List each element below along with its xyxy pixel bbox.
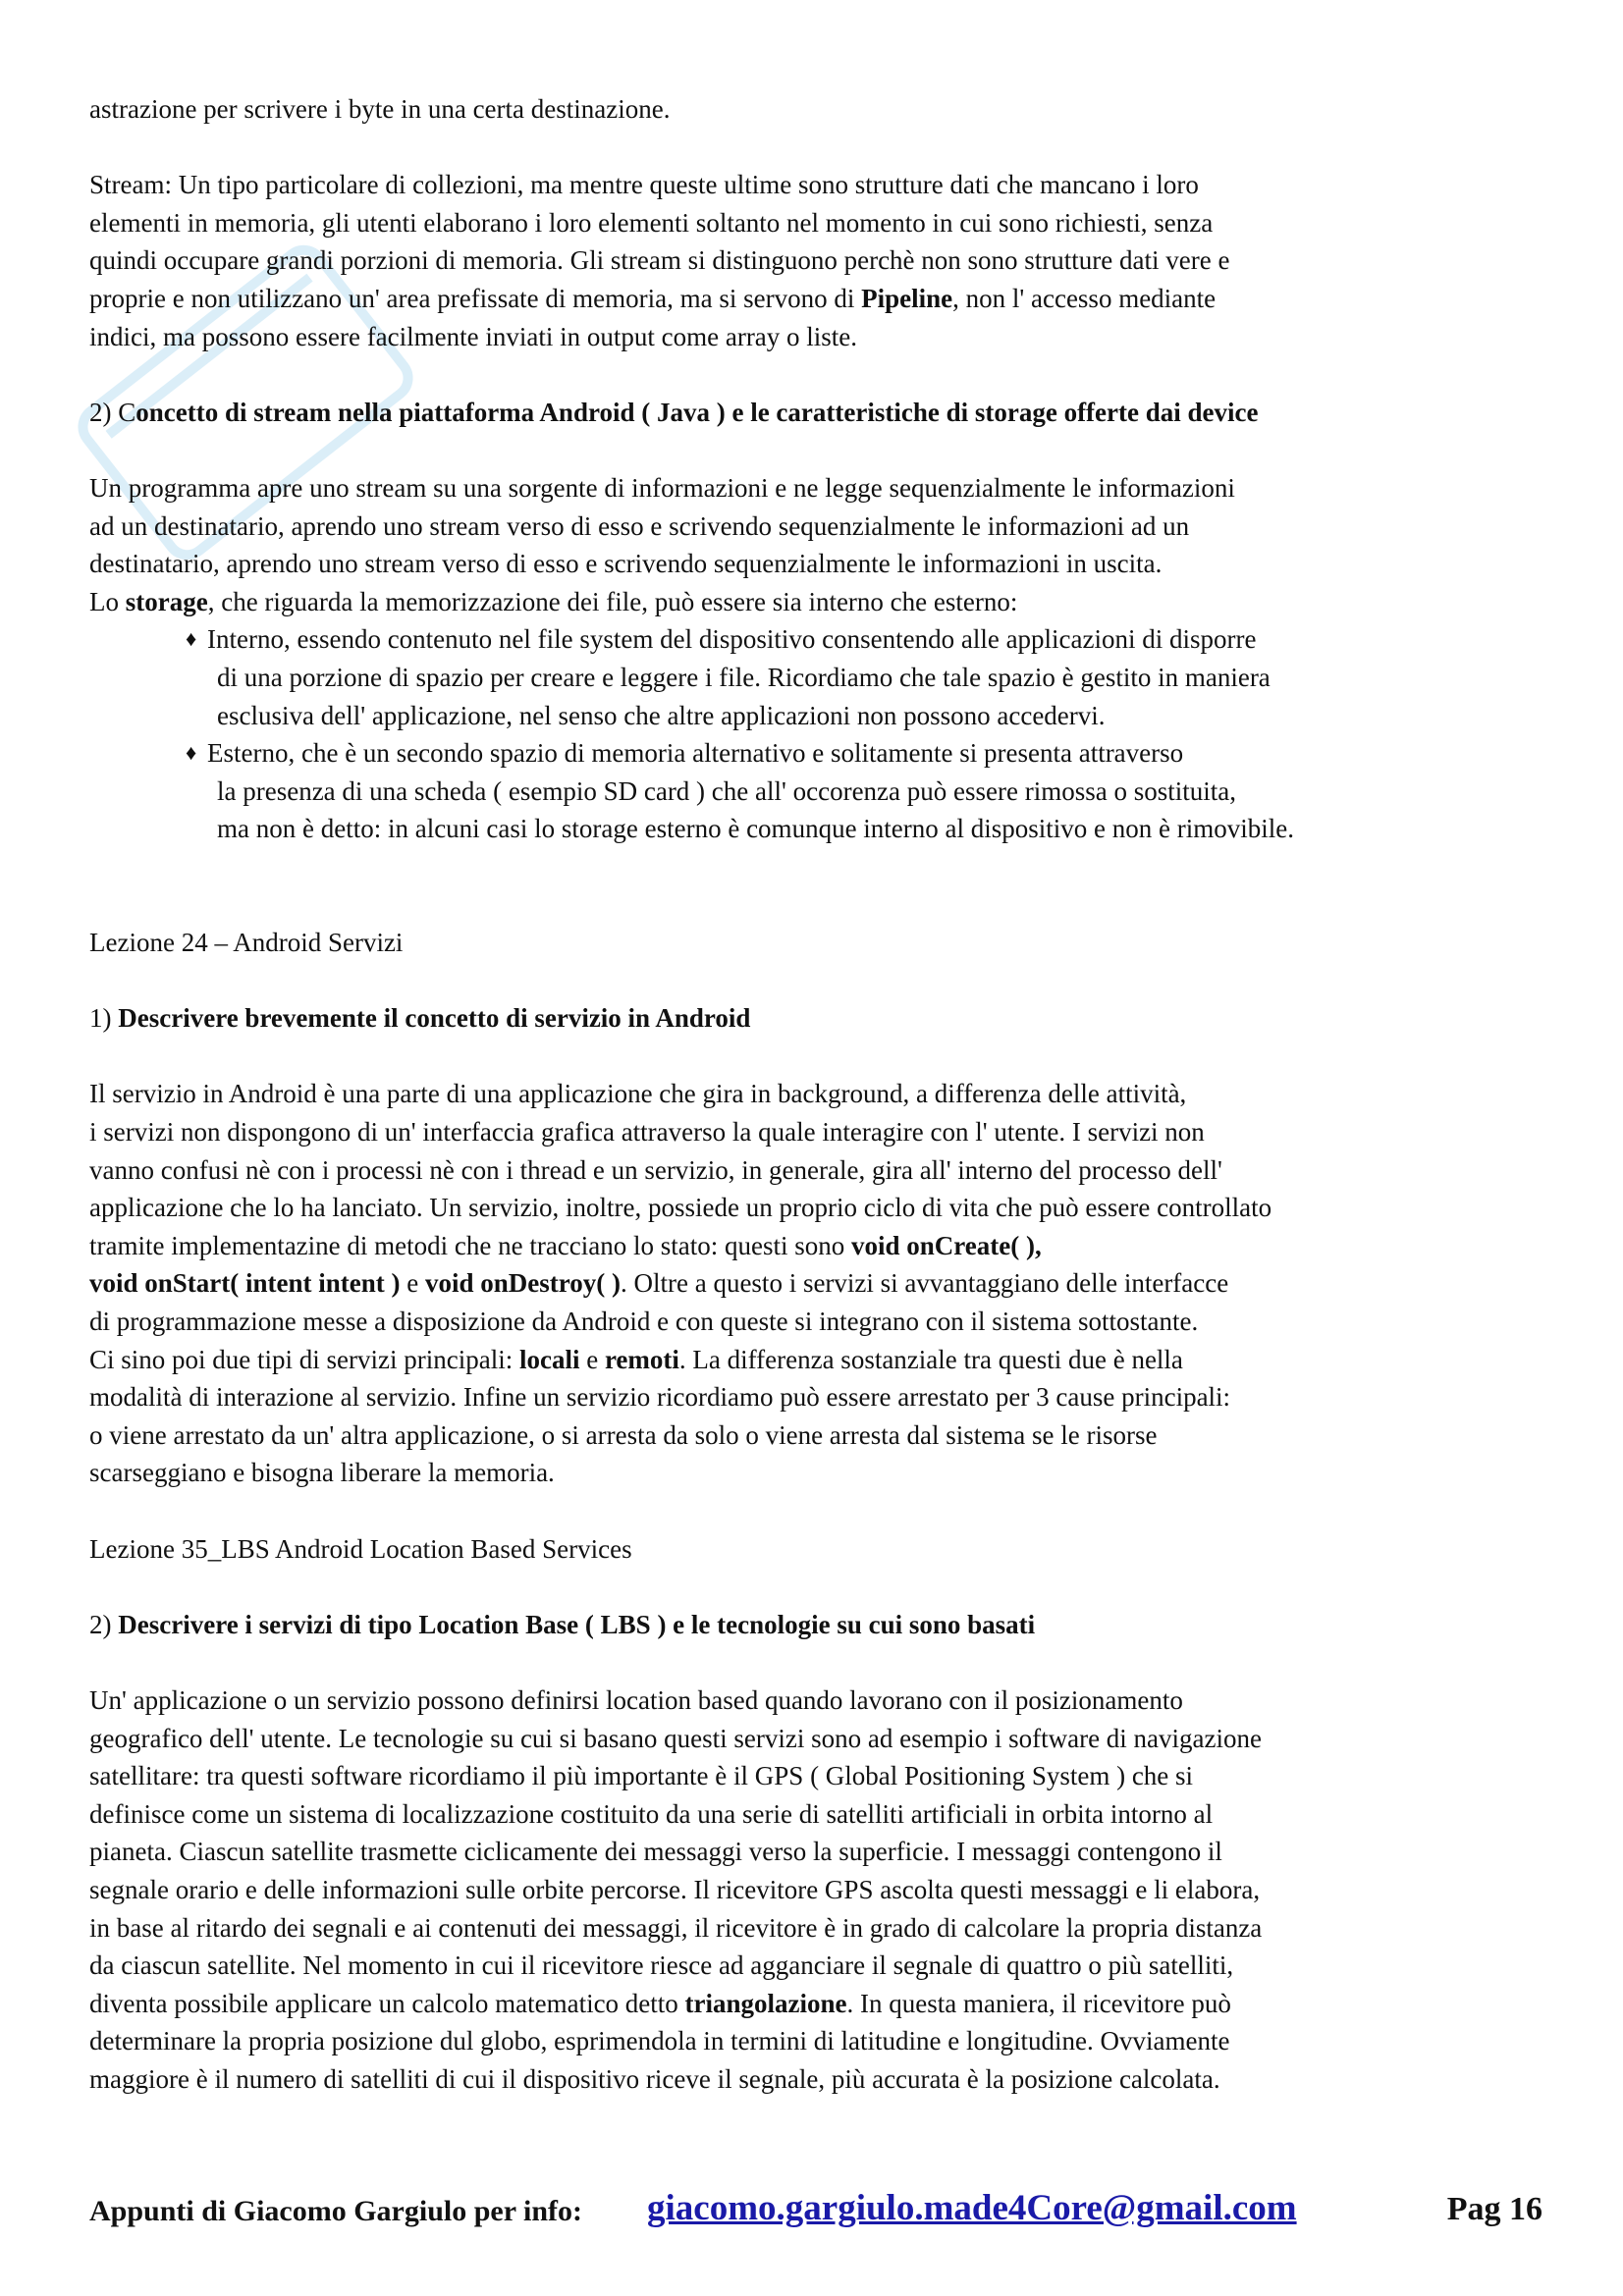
footer-email-link[interactable]: giacomo.gargiulo.made4Core@gmail.com (647, 2188, 1297, 2228)
text-line: destinatario, aprendo uno stream verso di esso e scrivendo sequenzialmente le informazioni in uscita. (89, 549, 1163, 579)
text-line: tramite implementazine di metodi che ne tracciano lo stato: questi sono void onCreate( ), (89, 1230, 1042, 1260)
text-line: Lo storage, che riguarda la memorizzazione dei file, può essere sia interno che esterno: (89, 586, 1018, 616)
text-line: o viene arrestato da un' altra applicazione, o si arresta da solo o viene arresta dal sistema se le risorse (89, 1419, 1158, 1450)
diamond-bullet-icon: ♦ (186, 626, 197, 652)
page-number: Pag 16 (1446, 2191, 1542, 2227)
footer-author-label: Appunti di Giacomo Gargiulo per info: (89, 2195, 583, 2227)
text-line: segnale orario e delle informazioni sulle orbite percorse. Il ricevitore GPS ascolta questi messaggi e li elabora, (89, 1874, 1261, 1904)
lesson-title: Lezione 35_LBS Android Location Based Services (89, 1533, 632, 1564)
text-line: indici, ma possono essere facilmente inviati in output come array o liste. (89, 321, 858, 351)
text-line: ma non è detto: in alcuni casi lo storage esterno è comunque interno al dispositivo e non è rimovibile. (217, 814, 1294, 844)
bold-term: storage (125, 586, 208, 616)
diamond-bullet-icon: ♦ (186, 740, 197, 766)
text-line: determinare la propria posizione dul globo, esprimendola in termini di latitudine e longitudine. Ovviamente (89, 2026, 1230, 2056)
text-line: proprie e non utilizzano un' area prefissate di memoria, ma si servono di Pipeline, non l' accesso mediante (89, 283, 1217, 313)
page-footer (89, 2187, 1542, 2236)
bold-term: void onDestroy( ) (424, 1268, 621, 1299)
text-line: diventa possibile applicare un calcolo matematico detto triangolazione. In questa maniera, il ricevitore può (89, 1988, 1231, 2018)
text-line: astrazione per scrivere i byte in una certa destinazione. (89, 94, 671, 124)
lesson-title: Lezione 24 – Android Servizi (89, 928, 404, 958)
bullet-item: ♦ Interno, essendo contenuto nel file system del dispositivo consentendo alle applicazioni di disporre (89, 620, 1562, 659)
text-line: definisce come un sistema di localizzazione costituito da una serie di satelliti artificiali in orbita intorno al (89, 1798, 1214, 1829)
question-heading: 2) Concetto di stream nella piattaforma Android ( Java ) e le caratteristiche di storage offerte dai device (89, 397, 1259, 427)
text-line: ad un destinatario, aprendo uno stream verso di esso e scrivendo sequenzialmente le informazioni ad un (89, 510, 1190, 541)
text-line: applicazione che lo ha lanciato. Un servizio, inoltre, possiede un proprio ciclo di vita che può essere controllato (89, 1193, 1272, 1223)
text-line: Stream: Un tipo particolare di collezioni, ma mentre queste ultime sono strutture dati che mancano i loro (89, 170, 1199, 200)
text-line: geografico dell' utente. Le tecnologie su cui si basano questi servizi sono ad esempio i software di navigazione (89, 1723, 1262, 1753)
text-line: satellitare: tra questi software ricordiamo il più importante è il GPS ( Global Positioning System ) che si (89, 1761, 1194, 1791)
page-body (89, 90, 1562, 2098)
text-line: di programmazione messe a disposizione da Android e con queste si integrano con il sistema sottostante. (89, 1307, 1199, 1336)
text-line: di una porzione di spazio per creare e leggere i file. Ricordiamo che tale spazio è gestito in maniera (217, 662, 1271, 692)
text-line: quindi occupare grandi porzioni di memoria. Gli stream si distinguono perchè non sono strutture dati vere e (89, 245, 1230, 276)
text-line: in base al ritardo dei segnali e ai contenuti dei messaggi, il ricevitore è in grado di calcolare la propria distanza (89, 1912, 1263, 1943)
text-line: void onStart( intent intent ) e void onDestroy( ). Oltre a questo i servizi si avvantaggiano delle interfacce (89, 1268, 1229, 1299)
text-line: elementi in memoria, gli utenti elaborano i loro elementi soltanto nel momento in cui sono richiesti, senza (89, 207, 1214, 238)
text-line: pianeta. Ciascun satellite trasmette ciclicamente dei messaggi verso la superficie. I messaggi contengono il (89, 1837, 1222, 1867)
text-line: vanno confusi nè con i processi nè con i thread e un servizio, in generale, gira all' interno del processo dell' (89, 1154, 1222, 1185)
text-line: maggiore è il numero di satelliti di cui il dispositivo riceve il segnale, più accurata è la posizione calcolata. (89, 2063, 1220, 2094)
question-heading: 1) Descrivere brevemente il concetto di servizio in Android (89, 1003, 751, 1034)
bold-term: void onCreate( ), (851, 1230, 1042, 1260)
text-line: i servizi non dispongono di un' interfaccia grafica attraverso la quale interagire con l' utente. I servizi non (89, 1117, 1205, 1148)
text-line: da ciascun satellite. Nel momento in cui il ricevitore riesce ad agganciare il segnale di quattro o più satelliti, (89, 1950, 1234, 1981)
text-line: Ci sino poi due tipi di servizi principali: locali e remoti. La differenza sostanziale tra questi due è nella (89, 1344, 1183, 1374)
question-heading: 2) Descrivere i servizi di tipo Location Base ( LBS ) e le tecnologie su cui sono basati (89, 1609, 1036, 1639)
bold-term: Pipeline (861, 283, 953, 313)
text-line: esclusiva dell' applicazione, nel senso che altre applicazioni non possono accedervi. (217, 700, 1106, 730)
text-line: modalità di interazione al servizio. Infine un servizio ricordiamo può essere arrestato per 3 cause principali: (89, 1382, 1231, 1413)
bullet-item: ♦ Esterno, che è un secondo spazio di memoria alternativo e solitamente si presenta attraverso (89, 734, 1562, 773)
bold-term: locali (518, 1344, 580, 1374)
text-line: Un' applicazione o un servizio possono definirsi location based quando lavorano con il posizionamento (89, 1684, 1183, 1715)
text-line: la presenza di una scheda ( esempio SD card ) che all' occorenza può essere rimossa o sostituita, (217, 775, 1236, 806)
text-line: scarseggiano e bisogna liberare la memoria. (89, 1458, 555, 1488)
bold-term: triangolazione (684, 1988, 847, 2018)
bold-term: void onStart( intent intent ) (89, 1268, 401, 1299)
bold-term: remoti (604, 1344, 679, 1374)
text-line: Il servizio in Android è una parte di una applicazione che gira in background, a differenza delle attività, (89, 1079, 1187, 1109)
text-line: Un programma apre uno stream su una sorgente di informazioni e ne legge sequenzialmente le informazioni (89, 472, 1235, 503)
